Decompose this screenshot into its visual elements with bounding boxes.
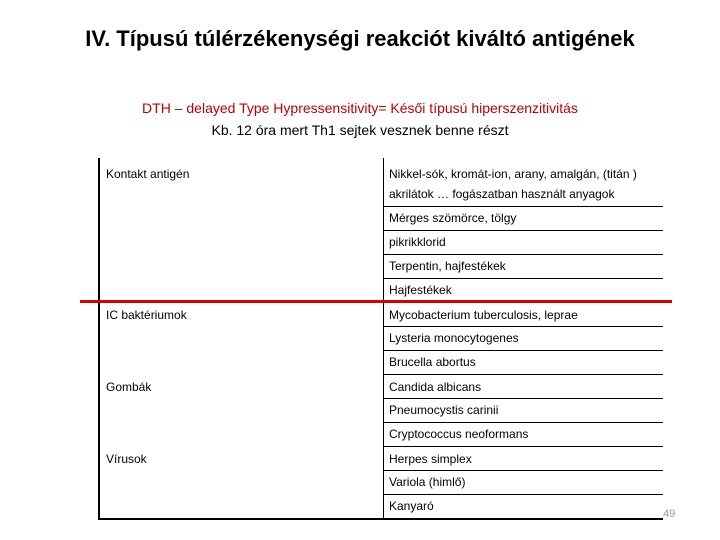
table-cell: Pneumocystis carinii <box>389 403 499 417</box>
row-divider <box>383 422 663 423</box>
table-cell: Candida albicans <box>389 380 482 394</box>
table-cell: Terpentin, hajfestékek <box>389 259 506 273</box>
table-cell: Mérges szömörce, tölgy <box>389 211 517 225</box>
subtitle-timing: Kb. 12 óra mert Th1 sejtek vesznek benne részt <box>211 122 509 138</box>
red-divider-line <box>80 300 672 303</box>
page-title: IV. Típusú túlérzékenységi reakciót kiváltó antigének <box>85 26 635 51</box>
row-divider <box>383 230 663 231</box>
row-divider <box>383 206 663 207</box>
table-cell: Herpes simplex <box>389 452 472 466</box>
row-divider <box>383 470 663 471</box>
table-cell: Hajfestékek <box>389 283 452 297</box>
table-cell: Mycobacterium tuberculosis, leprae <box>389 308 578 322</box>
row-divider <box>383 350 663 351</box>
category-ic-bacteria: IC baktériumok <box>106 308 187 322</box>
row-divider <box>383 398 663 399</box>
category-viruses: Vírusok <box>106 452 147 466</box>
row-divider <box>383 254 663 255</box>
row-divider <box>383 374 663 375</box>
category-contact-antigen: Kontakt antigén <box>106 167 190 181</box>
table-cell: Kanyaró <box>389 499 434 513</box>
row-divider <box>383 446 663 447</box>
table-cell: Variola (himlő) <box>389 475 466 489</box>
row-divider <box>383 278 663 279</box>
table-cell: Lysteria monocytogenes <box>389 331 519 345</box>
subtitle-definition: DTH – delayed Type Hypressensitivity= Késői típusú hiperszenzitivitás <box>142 100 578 116</box>
category-fungi: Gombák <box>106 380 152 394</box>
table-column-divider <box>383 158 384 520</box>
table-cell: Nikkel-sók, kromát-ion, arany, amalgán, (titán ) akrilátok … fogászatban használt anyagok <box>389 167 637 201</box>
table-cell: pikrikklorid <box>389 235 446 249</box>
table-cell: Brucella abortus <box>389 355 476 369</box>
table-cell: Cryptococcus neoformans <box>389 427 529 441</box>
page-number: 49 <box>663 508 676 520</box>
row-divider <box>383 326 663 327</box>
row-divider <box>383 494 663 495</box>
